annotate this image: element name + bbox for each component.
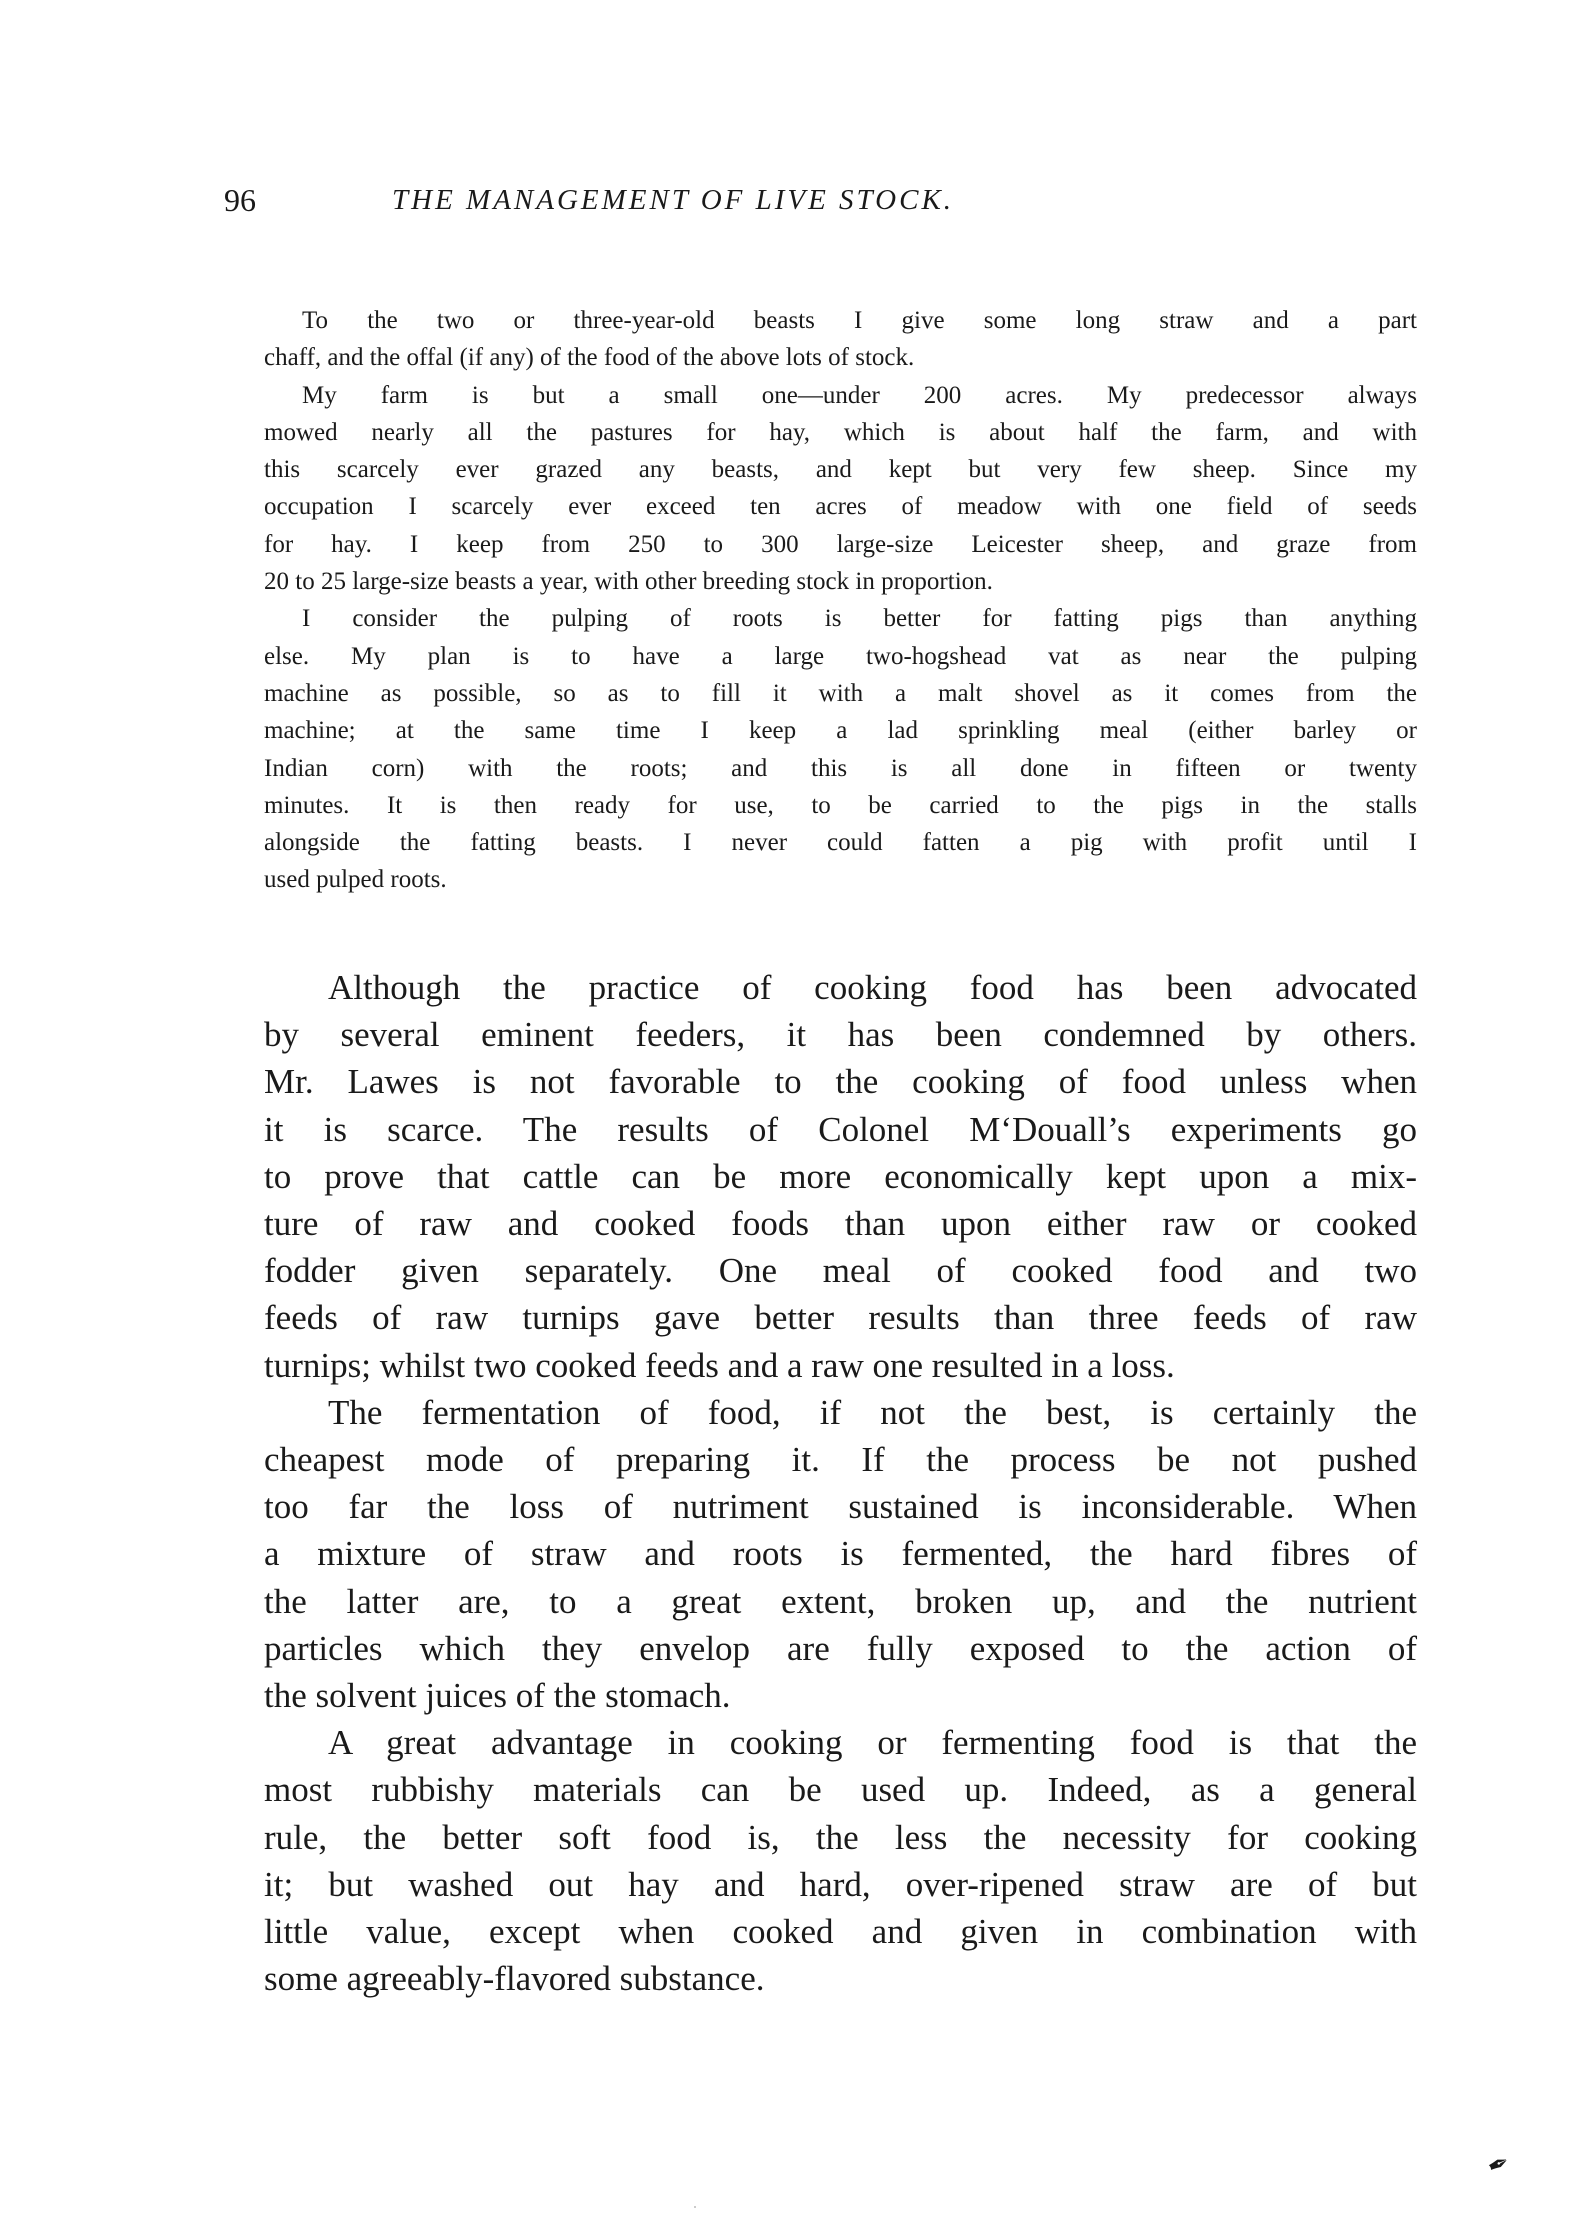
text-line: to prove that cattle can be more economically kept upon a mix-	[264, 1156, 1417, 1196]
text-line: the latter are, to a great extent, broken up, and the nutrient	[264, 1581, 1417, 1621]
paragraph	[264, 964, 1417, 1389]
text-line: little value, except when cooked and given in combination with	[264, 1912, 1417, 1952]
text-line: minutes. It is then ready for use, to be carried to the pigs in the stalls	[264, 791, 1417, 819]
text-line: I consider the pulping of roots is better for fatting pigs than anything	[302, 605, 1417, 633]
text-line: feeds of raw turnips gave better results than three feeds of raw	[264, 1298, 1417, 1338]
paragraph	[264, 600, 1417, 898]
paragraph	[264, 302, 1417, 377]
text-line: cheapest mode of preparing it. If the process be not pushed	[264, 1440, 1417, 1480]
text-line: My farm is but a small one—under 200 acres. My predecessor always	[302, 381, 1417, 409]
paragraph	[264, 377, 1417, 601]
text-line: particles which they envelop are fully exposed to the action of	[264, 1628, 1417, 1668]
text-line: occupation I scarcely ever exceed ten acres of meadow with one field of seeds	[264, 493, 1417, 521]
text-line: To the two or three-year-old beasts I give some long straw and a part	[302, 307, 1417, 334]
text-line: alongside the fatting beasts. I never could fatten a pig with profit until I	[264, 829, 1417, 857]
text-line: The fermentation of food, if not the best, is certainly the	[328, 1392, 1417, 1432]
text-line: fodder given separately. One meal of cooked food and two	[264, 1251, 1417, 1291]
text-line: machine as possible, so as to fill it with a malt shovel as it comes from the	[264, 679, 1417, 707]
text-line: the solvent juices of the stomach.	[264, 1676, 731, 1716]
text-line: 20 to 25 large-size beasts a year, with other breeding stock in proportion.	[264, 568, 993, 596]
text-line: Although the practice of cooking food has been advocated	[328, 968, 1417, 1007]
page-number: 96	[224, 182, 256, 218]
paragraph	[264, 1719, 1417, 2002]
text-line: by several eminent feeders, it has been condemned by others.	[264, 1015, 1417, 1055]
ink-mark-icon: ✒	[1482, 2146, 1515, 2183]
text-line: rule, the better soft food is, the less the necessity for cooking	[264, 1817, 1417, 1857]
page-header	[224, 182, 1424, 222]
text-line: Indian corn) with the roots; and this is all done in fifteen or twenty	[264, 754, 1417, 782]
text-line: chaff, and the offal (if any) of the food of the above lots of stock.	[264, 344, 915, 372]
text-line: most rubbishy materials can be used up. Indeed, as a general	[264, 1770, 1417, 1810]
text-line: this scarcely ever grazed any beasts, and kept but very few sheep. Since my	[264, 456, 1417, 484]
paragraph	[264, 1389, 1417, 1719]
text-line: mowed nearly all the pastures for hay, which is about half the farm, and with	[264, 418, 1417, 446]
text-line: it is scarce. The results of Colonel M‘Douall’s experiments go	[264, 1109, 1417, 1149]
running-title: THE MANAGEMENT OF LIVE STOCK.	[392, 184, 955, 216]
text-line: a mixture of straw and roots is fermented, the hard fibres of	[264, 1534, 1417, 1574]
speck	[694, 2206, 696, 2208]
text-line: A great advantage in cooking or fermenting food is that the	[328, 1723, 1417, 1763]
text-line: ture of raw and cooked foods than upon either raw or cooked	[264, 1204, 1417, 1244]
text-line: for hay. I keep from 250 to 300 large-size Leicester sheep, and graze from	[264, 530, 1417, 558]
quoted-letter-text	[264, 302, 1417, 899]
text-line: Mr. Lawes is not favorable to the cooking of food unless when	[264, 1062, 1417, 1102]
text-line: it; but washed out hay and hard, over-ripened straw are of but	[264, 1864, 1417, 1904]
text-line: else. My plan is to have a large two-hogshead vat as near the pulping	[264, 642, 1417, 670]
text-line: used pulped roots.	[264, 866, 447, 894]
text-line: machine; at the same time I keep a lad sprinkling meal (either barley or	[264, 717, 1417, 745]
text-line: too far the loss of nutriment sustained is inconsiderable. When	[264, 1487, 1417, 1527]
body-text	[264, 964, 1417, 2002]
text-line: some agreeably-flavored substance.	[264, 1959, 765, 1999]
text-line: turnips; whilst two cooked feeds and a raw one resulted in a loss.	[264, 1345, 1175, 1385]
